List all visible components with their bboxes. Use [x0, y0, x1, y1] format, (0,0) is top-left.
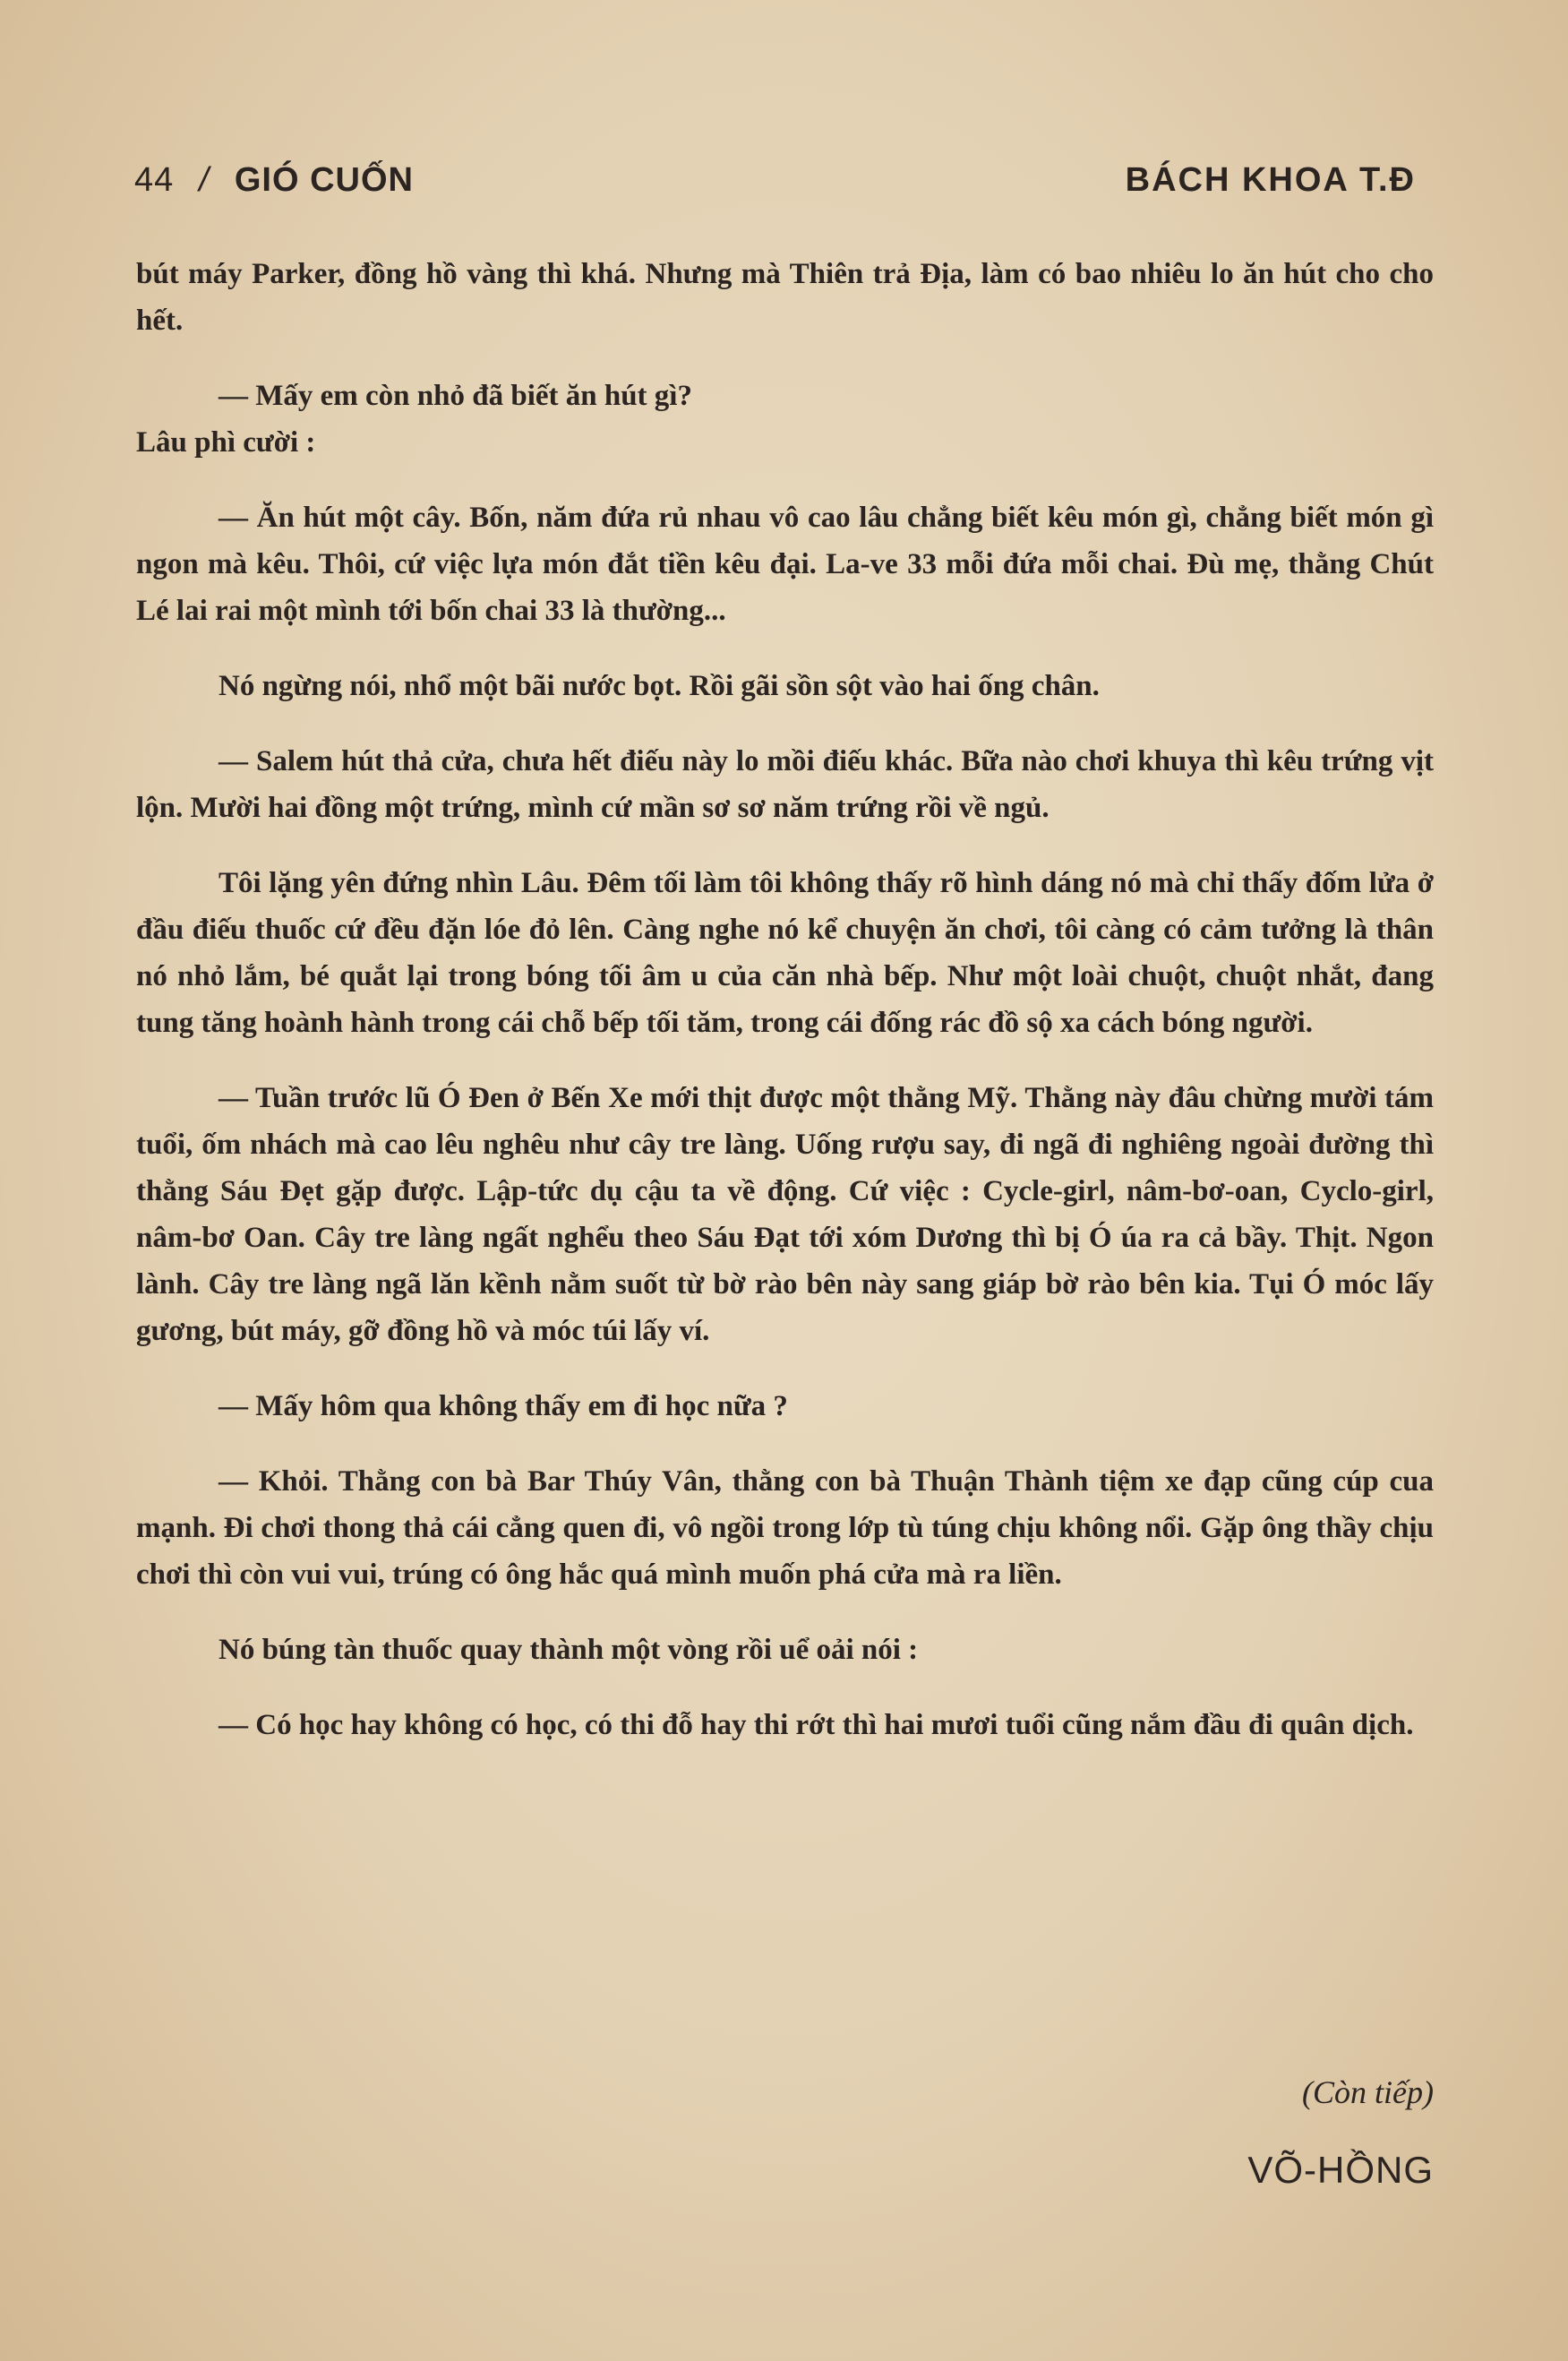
paragraph: Nó búng tàn thuốc quay thành một vòng rồi uể oải nói : — [218, 1634, 919, 1666]
paragraph: Nó ngừng nói, nhổ một bãi nước bọt. Rồi gãi sồn sột vào hai ống chân. — [218, 670, 1100, 702]
paragraph: bút máy Parker, đồng hồ vàng thì khá. Nhưng mà Thiên trả Địa, làm có bao nhiêu lo ăn hút cho cho hết. — [136, 258, 1434, 337]
continued-label: (Còn tiếp) — [1302, 2074, 1434, 2110]
paragraph: — Mấy em còn nhỏ đã biết ăn hút gì? — [218, 380, 692, 412]
article-body — [136, 251, 1434, 1777]
paragraph: — Ăn hút một cây. Bốn, năm đứa rủ nhau vô cao lâu chẳng biết kêu món gì, chẳng biết món gì ngon mà kêu. Thôi, cứ việc lựa món đắt tiền kêu đại. La-ve 33 mỗi đứa mỗi chai. Đù mẹ, thằng Chút Lé lai rai một mình tới bốn chai 33 là thường... — [136, 502, 1434, 627]
paragraph: — Salem hút thả cửa, chưa hết điếu này lo mồi điếu khác. Bữa nào chơi khuya thì kêu trứng vịt lộn. Mười hai đồng một trứng, mình cứ mần sơ sơ năm trứng rồi về ngủ. — [136, 745, 1434, 824]
page-number: 44 — [134, 161, 175, 199]
author-name: VÕ-HỒNG — [1247, 2149, 1434, 2191]
paragraph: — Tuần trước lũ Ó Đen ở Bến Xe mới thịt được một thằng Mỹ. Thằng này đâu chừng mười tám tuổi, ốm nhách mà cao lêu nghêu như cây tre làng. Uống rượu say, đi ngã đi nghiêng ngoài đường thì thằng Sáu Đẹt gặp được. Lập-tức dụ cậu ta về động. Cứ việc : Cycle-girl, nâm-bơ-oan, Cyclo-girl, nâm-bơ Oan. Cây tre làng ngất nghểu theo Sáu Đạt tới xóm Dương thì bị Ó úa ra cả bầy. Thịt. Ngon lành. Cây tre làng ngã lăn kềnh nằm suốt từ bờ rào bên này sang giáp bờ rào bên kia. Tụi Ó móc lấy gương, bút máy, gỡ đồng hồ và móc túi lấy ví. — [136, 1082, 1434, 1347]
magazine-name: BÁCH KHOA T.Đ — [1125, 161, 1416, 199]
paragraph: Lâu phì cười : — [136, 426, 316, 459]
paragraph: — Khỏi. Thằng con bà Bar Thúy Vân, thằng con bà Thuận Thành tiệm xe đạp cũng cúp cua mạnh. Đi chơi thong thả cái cẳng quen đi, vô ngồi trong lớp tù túng chịu không nổi. Gặp ông thầy chịu chơi thì còn vui vui, trúng có ông hắc quá mình muốn phá cửa mà ra liền. — [136, 1465, 1434, 1591]
page-header — [134, 161, 1416, 200]
paragraph: — Có học hay không có học, có thi đỗ hay thi rớt thì hai mươi tuổi cũng nắm đầu đi quân dịch. — [218, 1709, 1414, 1741]
paragraph: — Mấy hôm qua không thấy em đi học nữa ? — [218, 1390, 788, 1422]
signoff — [1247, 2073, 1434, 2192]
paragraph: Tôi lặng yên đứng nhìn Lâu. Đêm tối làm tôi không thấy rõ hình dáng nó mà chỉ thấy đốm lửa ở đầu điếu thuốc cứ đều đặn lóe đỏ lên. Càng nghe nó kể chuyện ăn chơi, tôi càng có cảm tưởng là thân nó nhỏ lắm, bé quắt lại trong bóng tối âm u của căn nhà bếp. Như một loài chuột, chuột nhắt, đang tung tăng hoành hành trong cái chỗ bếp tối tăm, trong cái đống rác đồ sộ xa cách bóng người. — [136, 867, 1434, 1039]
header-separator: / — [199, 161, 210, 199]
header-left — [134, 161, 414, 200]
story-title: GIÓ CUỐN — [234, 161, 414, 199]
